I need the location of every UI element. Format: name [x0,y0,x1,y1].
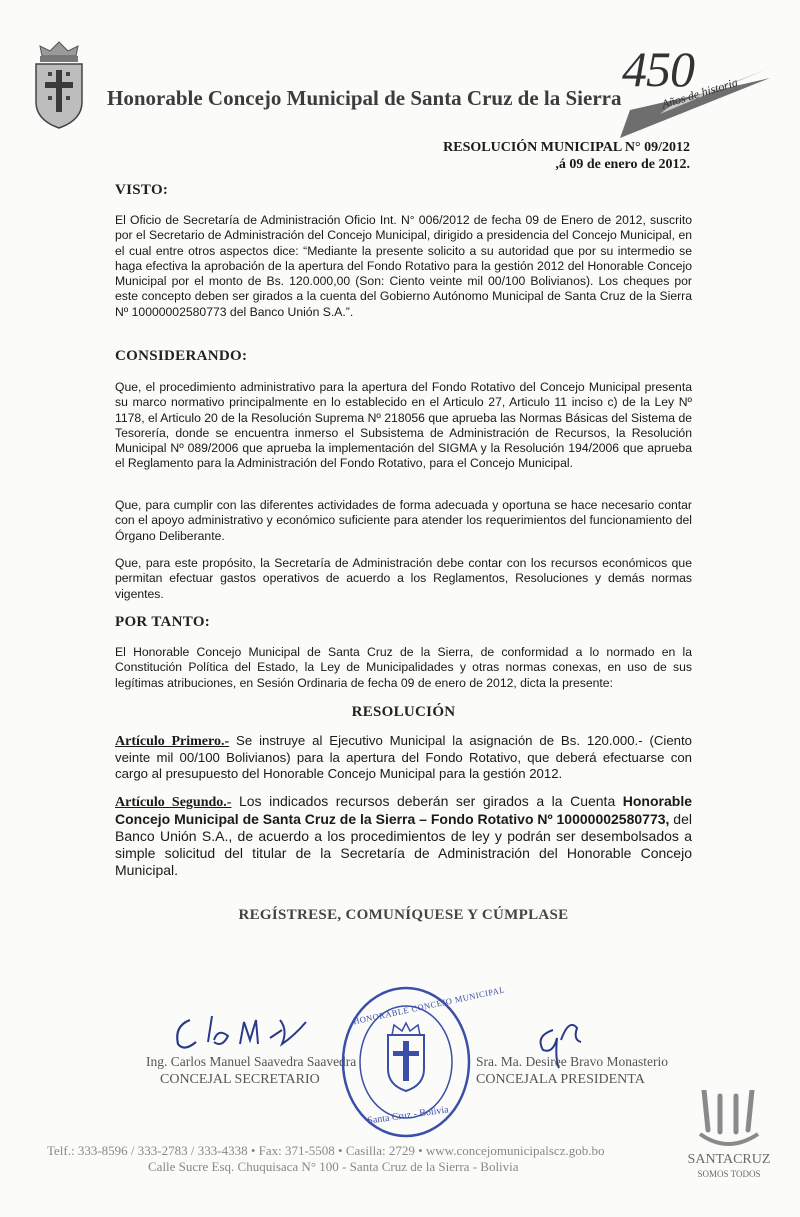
article-one-text: Se instruye al Ejecutivo Municipal la asignación de Bs. 120.000.- (Ciento veinte mil 00/100 Bolivianos) para la apertura del Fondo Rotativo, que deberá efectuarse con cargo al presupuesto del Honorable Concejo Municipal para la gestión 2012. [115,733,692,781]
signatory-right-title: CONCEJALA PRESIDENTA [476,1072,645,1087]
considerando-paragraph-3: Que, para este propósito, la Secretaría de Administración debe contar con los recursos económicos que permitan efectuar gastos operativos de acuerdo a los Reglamentos, Resoluciones y demás normas vigentes. [115,556,692,601]
signatory-left-title: CONCEJAL SECRETARIO [160,1072,320,1087]
signatory-right-name: Sra. Ma. Desiree Bravo Monasterio [476,1054,668,1069]
por-tanto-heading: POR TANTO: [115,614,211,630]
resolucion-heading: RESOLUCIÓN [351,704,456,720]
article-two-text-b: del Banco Unión S.A., de acuerdo a los procedimientos de ley y podrán ser desembolsados a simple solicitud del titular de la Secretaría de Administración del Honorable Concejo Municipal. [115,811,692,878]
anniversary-number: 450 [622,41,694,97]
coat-of-arms-icon [28,38,90,130]
seal-top-text: HONORABLE CONCEJO MUNICIPAL [352,984,506,1027]
closing-statement: REGÍSTRESE, COMUNÍQUESE Y CÚMPLASE [238,907,569,923]
signatory-left-name: Ing. Carlos Manuel Saavedra Saavedra [146,1054,357,1069]
article-one-label: Artículo Primero.- [115,734,230,749]
visto-heading: VISTO: [115,182,169,198]
santacruz-logo-main: SANTACRUZ [687,1152,771,1167]
institution-title: Honorable Concejo Municipal de Santa Cruz de la Sierra [107,86,622,110]
anniversary-logo [600,40,775,140]
article-two-label: Artículo Segundo.- [115,795,232,810]
santacruz-logo [684,1090,774,1190]
article-two [115,793,692,879]
por-tanto-text: El Honorable Concejo Municipal de Santa Cruz de la Sierra, de conformidad a lo normado en la Constitución Política del Estado, la Ley de Municipalidades y otras normas conexas, en uso de sus legítimas atribuciones, en Sesión Ordinaria de fecha 09 de enero de 2012, dicta la presente: [115,645,692,690]
article-two-text-a: Los indicados recursos deberán ser girados a la Cuenta [231,793,623,809]
visto-text: El Oficio de Secretaría de Administración Oficio Int. N° 006/2012 de fecha 09 de Enero de 2012, suscrito por el Secretario de Administración del Concejo Municipal, dirigido a presidencia del Concejo Municipal, en el cual entre otros aspectos dice: “Mediante la presente solicito a su autoridad que por su intermedio se haga efectiva la aprobación de la apertura del Fondo Rotativo para la gestión 2012 del Honorable Concejo Municipal por el monto de Bs. 120.000,00 (Son: Ciento veinte mil 00/100 Bolivianos). Los cheques por este concepto deben ser girados a la cuenta del Gobierno Autónomo Municipal de Santa Cruz de la Sierra Nº 10000002580773 del Banco Unión S.A.”. [115,213,692,319]
article-two-account: Honorable Concejo Municipal de Santa Cruz de la Sierra – Fondo Rotativo Nº 10000002580773, [115,793,692,827]
considerando-paragraph-1: Que, el procedimiento administrativo para la apertura del Fondo Rotativo del Concejo Municipal presenta su marco normativo principalmente en lo establecido en el Articulo 27, Articulo 11 inciso c) de la Ley Nº 1178, el Articulo 20 de la Resolución Suprema Nº 218056 que aprueba las Normas Básicas del Sistema de Tesorería, donde se encuentra inmerso el Subsistema de Administración de Recursos, la Resolución Municipal Nº 089/2006 que aprueba la implementación del SIGMA y la Resolución 194/2006 que aprueba el Reglamento para la Administración del Fondo Rotativo, para el Concejo Municipal. [115,380,692,471]
footer-address: Calle Sucre Esq. Chuquisaca N° 100 - Santa Cruz de la Sierra - Bolivia [148,1159,519,1174]
footer-contact: Telf.: 333-8596 / 333-2783 / 333-4338 • Fax: 371-5508 • Casilla: 2729 • www.concejomunicipalscz.gob.bo [47,1143,605,1158]
considerando-paragraph-2: Que, para cumplir con las diferentes actividades de forma adecuada y oportuna se hace necesario contar con el apoyo administrativo y económico suficiente para atender los requerimientos del funcionamiento del Órgano Deliberante. [115,498,692,543]
considerando-heading: CONSIDERANDO: [115,348,248,364]
article-one [115,733,692,782]
resolution-number: RESOLUCIÓN MUNICIPAL N° 09/2012 [443,140,690,155]
seal-bottom-text: Santa Cruz - Bolivia [366,1104,450,1127]
resolution-date: ,á 09 de enero de 2012. [555,157,690,172]
resolution-header [443,139,690,173]
council-seal [340,984,506,1140]
santacruz-logo-sub: SOMOS TODOS [697,1169,761,1179]
anniversary-caption: Años de historia [660,74,740,112]
